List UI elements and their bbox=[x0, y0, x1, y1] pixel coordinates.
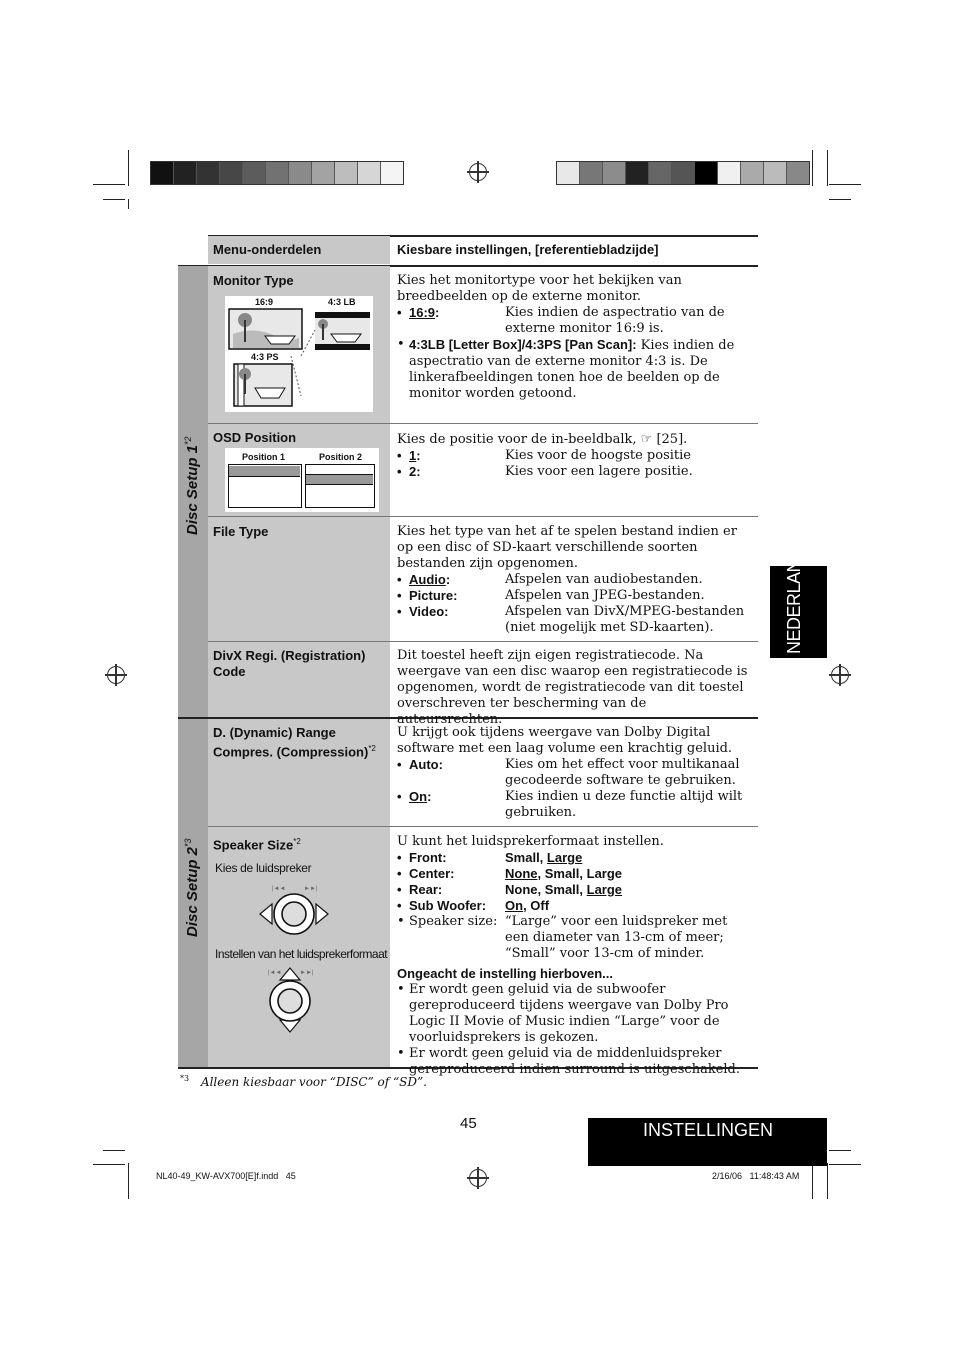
footnote: $^{*3}$ Alleen kiesbaar voor “DISC” of “SD”. bbox=[180, 1074, 427, 1089]
caption-set-speaker-size: Instellen van het luidsprekerformaat bbox=[215, 947, 388, 961]
item-osd-position: OSD Position bbox=[213, 430, 297, 445]
svg-text:►►|: ►►| bbox=[304, 886, 318, 892]
desc-file-type: Kies het type van het af te spelen bestand indien er op een disc of SD-kaart verschillende soorten bestanden zijn opgenomen. • Audio: Afspelen van audiobestanden. • Picture: Afspelen van JPEG-bestanden. • Video: Afspelen van DivX/MPEG-bestanden (niet mogelijk met SD-kaarten). bbox=[391, 517, 757, 636]
section-label-disc-setup-2: Disc Setup 2$^{*3}$ bbox=[183, 838, 201, 937]
print-date-info: 2/16/06 11:48:43 AM bbox=[712, 1171, 800, 1181]
control-dial-left-right-icon bbox=[258, 882, 338, 942]
desc-speaker-size: U kunt het luidsprekerformaat instellen. • Front: Small, Large • Center: None, Small, Large • Rear: None, Small, Large • Sub Woofer: On, Off • Speaker size: “Large” voor een luidspreker met een diameter van 13-cm of meer; “Small” voor 13-cm of minder. Ongeacht de instelling hierboven... • Er wordt geen geluid via de subwoofer gereproduceerd tijdens weergave van Dolby Pro Logic II Movie of Music indien “Large” voor de voorluidsprekers is gekozen. • Er wordt geen geluid via de middenluidspreker gereproduceerd indien surround is uitgeschakeld. bbox=[391, 827, 757, 1078]
registration-mark-icon bbox=[469, 163, 487, 181]
color-calibration-bar-right bbox=[556, 161, 810, 185]
item-file-type: File Type bbox=[213, 524, 269, 539]
print-file-info: NL40-49_KW-AVX700[E]f.indd 45 bbox=[156, 1171, 296, 1181]
registration-mark-icon bbox=[107, 666, 125, 684]
monitor-type-illustration: 16:9 4:3 LB 4:3 PS bbox=[225, 296, 373, 412]
desc-divx-registration-code: Dit toestel heeft zijn eigen registratiecode. Na weergave van een disc waarop een registratiecode is opgenomen, wordt de registratiecode van dit toestel overschreven ter bescherming van de auteursrechten. bbox=[397, 648, 748, 727]
section-title-tab bbox=[588, 1118, 827, 1166]
section-title: INSTELLINGEN bbox=[643, 1120, 774, 1140]
language-tab-label: NEDERLANDS bbox=[784, 535, 804, 654]
desc-osd-position: Kies de positie voor de in-beeldbalk, ☞ [25]. • 1: Kies voor de hoogste positie • 2: Kies voor een lagere positie. bbox=[391, 425, 757, 480]
control-dial-up-down-icon bbox=[254, 966, 334, 1036]
aspect-ratio-icon bbox=[225, 296, 373, 412]
item-divx-registration-code: DivX Regi. (Registration) Code bbox=[213, 648, 366, 679]
desc-monitor-type: Kies het monitortype voor het bekijken van breedbeelden op de externe monitor. • 16:9: Kies indien de aspectratio van de externe monitor 16:9 is. • 4:3LB [Letter Box]/4:3PS [Pan Scan]: Kies indien de aspectratio van de externe monitor 4:3 is. De linkerafbeeldingen tonen hoe de beelden op de monitor worden getoond. bbox=[391, 266, 757, 402]
svg-text:►►|: ►►| bbox=[300, 970, 314, 976]
item-dynamic-range-compression: D. (Dynamic) Range Compres. (Compression)$^{*2}$ bbox=[213, 725, 376, 760]
language-tab bbox=[770, 535, 827, 658]
registration-mark-icon bbox=[469, 1169, 487, 1187]
item-monitor-type: Monitor Type bbox=[213, 273, 294, 288]
svg-text:|◄◄: |◄◄ bbox=[268, 970, 282, 976]
table-header-col1: Menu-onderdelen bbox=[208, 236, 390, 264]
svg-text:|◄◄: |◄◄ bbox=[272, 886, 286, 892]
desc-dynamic-range-compression: U krijgt ook tijdens weergave van Dolby Digital software met een laag volume een krachtig geluid. • Auto: Kies om het effect voor multikanaal gecodeerde software te gebruiken. • On: Kies indien u deze functie altijd wilt gebruiken. bbox=[391, 718, 757, 821]
page-number: 45 bbox=[460, 1115, 477, 1132]
table-header-col2: Kiesbare instellingen, [referentiebladzijde] bbox=[397, 242, 659, 257]
osd-position-illustration: Position 1 Position 2 bbox=[225, 448, 379, 512]
section-label-disc-setup-1: Disc Setup 1$^{*2}$ bbox=[183, 436, 201, 535]
item-speaker-size: Speaker Size$^{*2}$ bbox=[213, 837, 301, 853]
color-calibration-bar-left bbox=[150, 161, 404, 185]
caption-select-speaker: Kies de luidspreker bbox=[215, 861, 312, 875]
registration-mark-icon bbox=[831, 666, 849, 684]
